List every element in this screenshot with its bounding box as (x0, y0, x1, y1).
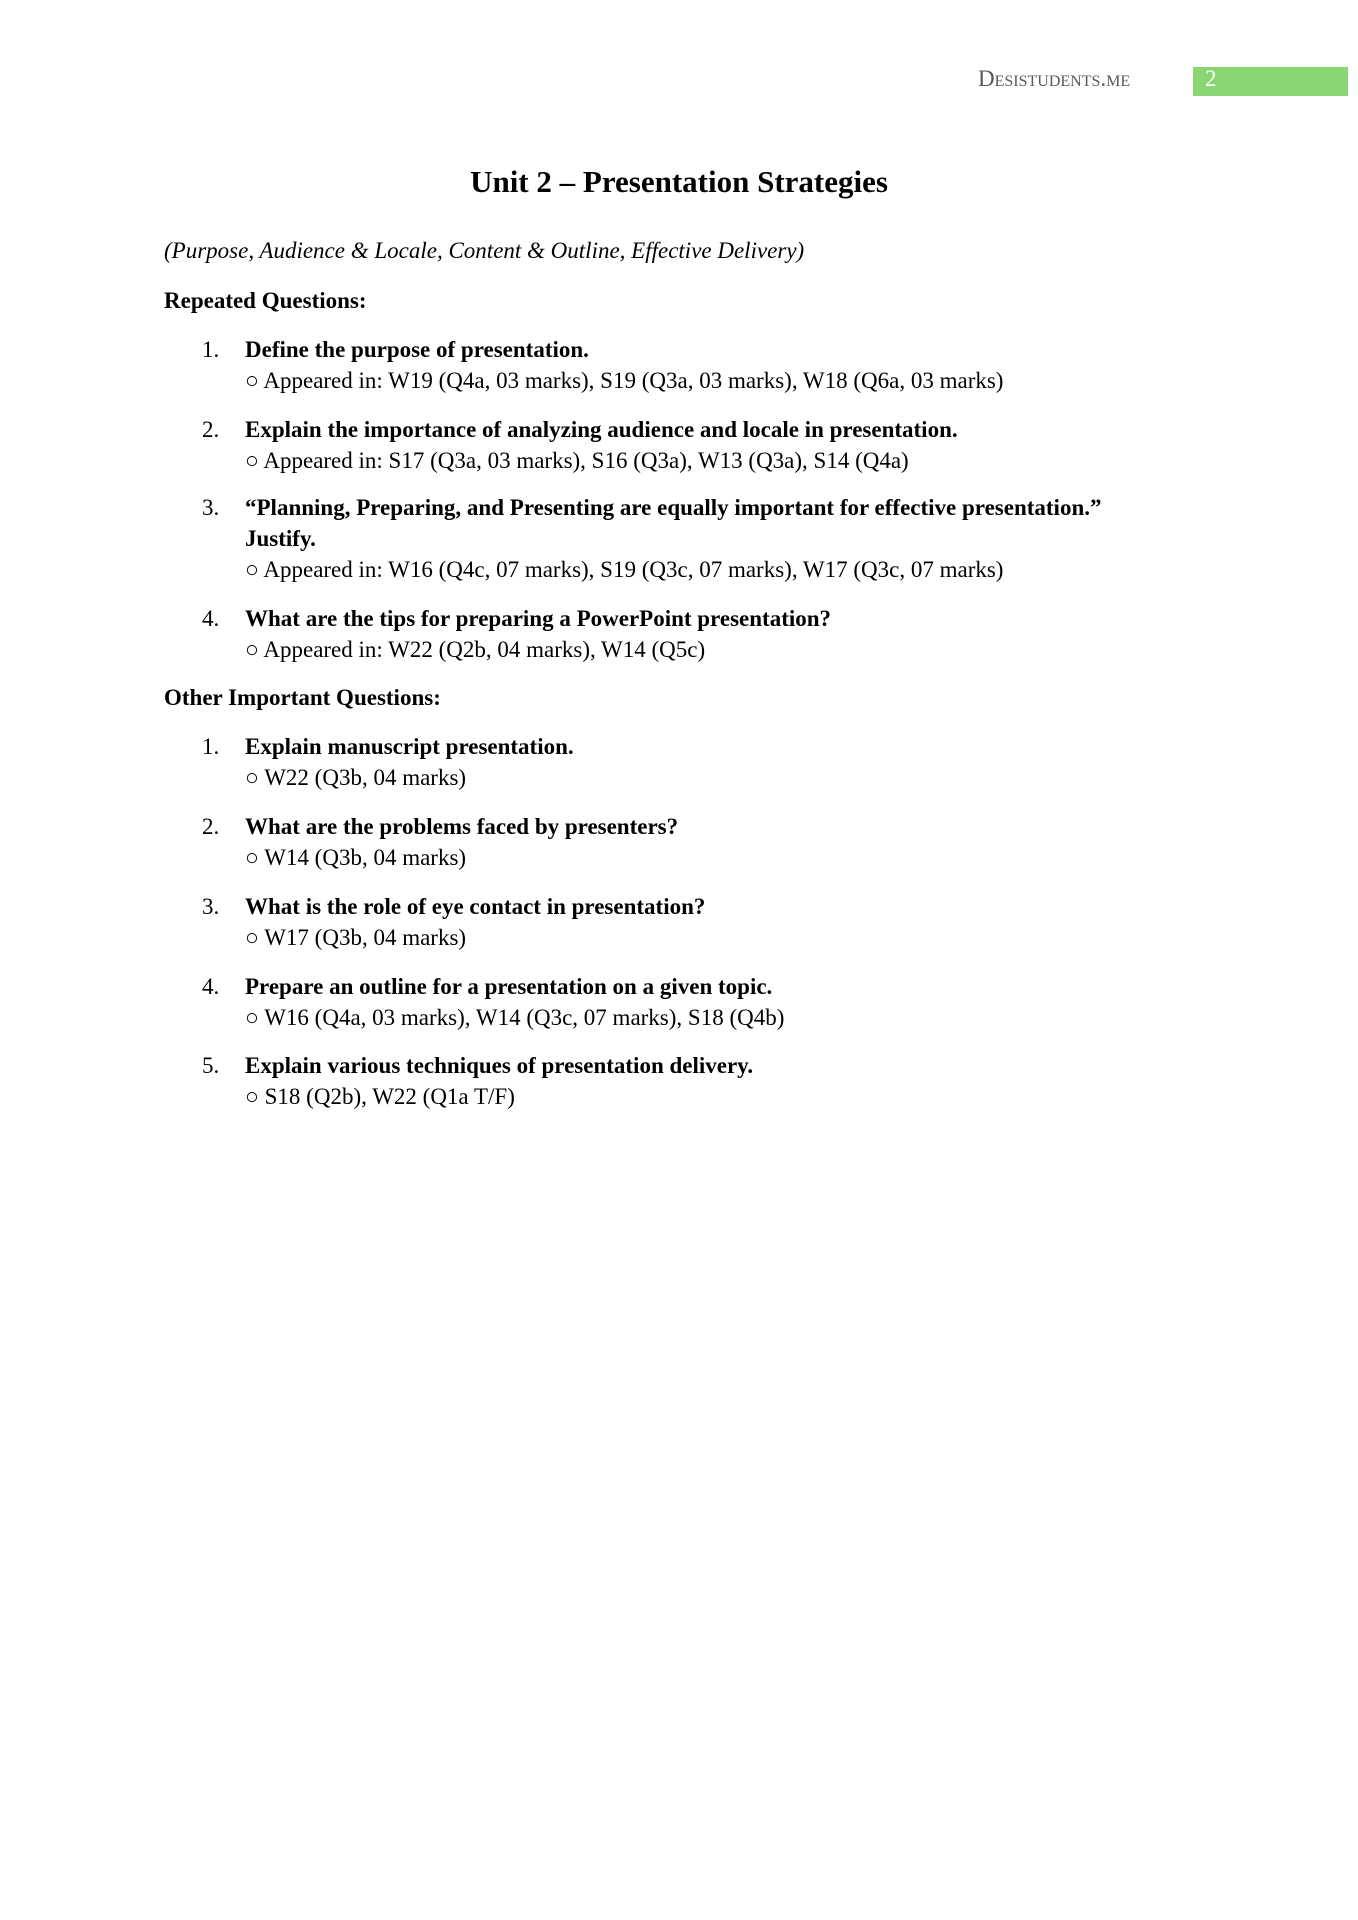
item-number: 4. (202, 606, 220, 631)
site-name: Desistudents.me (978, 66, 1131, 91)
question-text: Define the purpose of presentation. (245, 337, 589, 362)
question-text: What are the problems faced by presenters? (245, 814, 679, 839)
item-number: 5. (202, 1053, 220, 1078)
repeated-heading: Repeated Questions: (164, 288, 367, 313)
question-text: Prepare an outline for a presentation on a given topic. (245, 974, 773, 999)
question-text-continued: Justify. (245, 526, 316, 551)
appeared-in: ○ W14 (Q3b, 04 marks) (245, 845, 467, 870)
appeared-in: ○ Appeared in: W19 (Q4a, 03 marks), S19 (Q3a, 03 marks), W18 (Q6a, 03 marks) (245, 368, 1004, 393)
question-text: “Planning, Preparing, and Presenting are equally important for effective presentation.” (245, 495, 1102, 520)
question-text: Explain the importance of analyzing audience and locale in presentation. (245, 417, 958, 442)
question-text: Explain manuscript presentation. (245, 734, 574, 759)
item-number: 3. (202, 495, 220, 520)
item-number: 4. (202, 974, 220, 999)
appeared-in: ○ W22 (Q3b, 04 marks) (245, 765, 467, 790)
question-text: What is the role of eye contact in presentation? (245, 894, 706, 919)
page-number: 2 (1205, 66, 1217, 91)
other-heading: Other Important Questions: (164, 685, 441, 710)
unit-subtitle: (Purpose, Audience & Locale, Content & Outline, Effective Delivery) (164, 238, 805, 263)
appeared-in: ○ S18 (Q2b), W22 (Q1a T/F) (245, 1084, 515, 1109)
appeared-in: ○ W16 (Q4a, 03 marks), W14 (Q3c, 07 marks), S18 (Q4b) (245, 1005, 785, 1030)
appeared-in: ○ Appeared in: W22 (Q2b, 04 marks), W14 (Q5c) (245, 637, 706, 662)
appeared-in: ○ Appeared in: S17 (Q3a, 03 marks), S16 (Q3a), W13 (Q3a), S14 (Q4a) (245, 448, 909, 473)
item-number: 1. (202, 734, 220, 759)
item-number: 2. (202, 417, 220, 442)
item-number: 1. (202, 337, 220, 362)
question-text: Explain various techniques of presentation delivery. (245, 1053, 754, 1078)
page-title: Unit 2 – Presentation Strategies (470, 164, 888, 199)
appeared-in: ○ W17 (Q3b, 04 marks) (245, 925, 467, 950)
item-number: 2. (202, 814, 220, 839)
appeared-in: ○ Appeared in: W16 (Q4c, 07 marks), S19 (Q3c, 07 marks), W17 (Q3c, 07 marks) (245, 557, 1004, 582)
question-text: What are the tips for preparing a PowerPoint presentation? (245, 606, 832, 631)
item-number: 3. (202, 894, 220, 919)
